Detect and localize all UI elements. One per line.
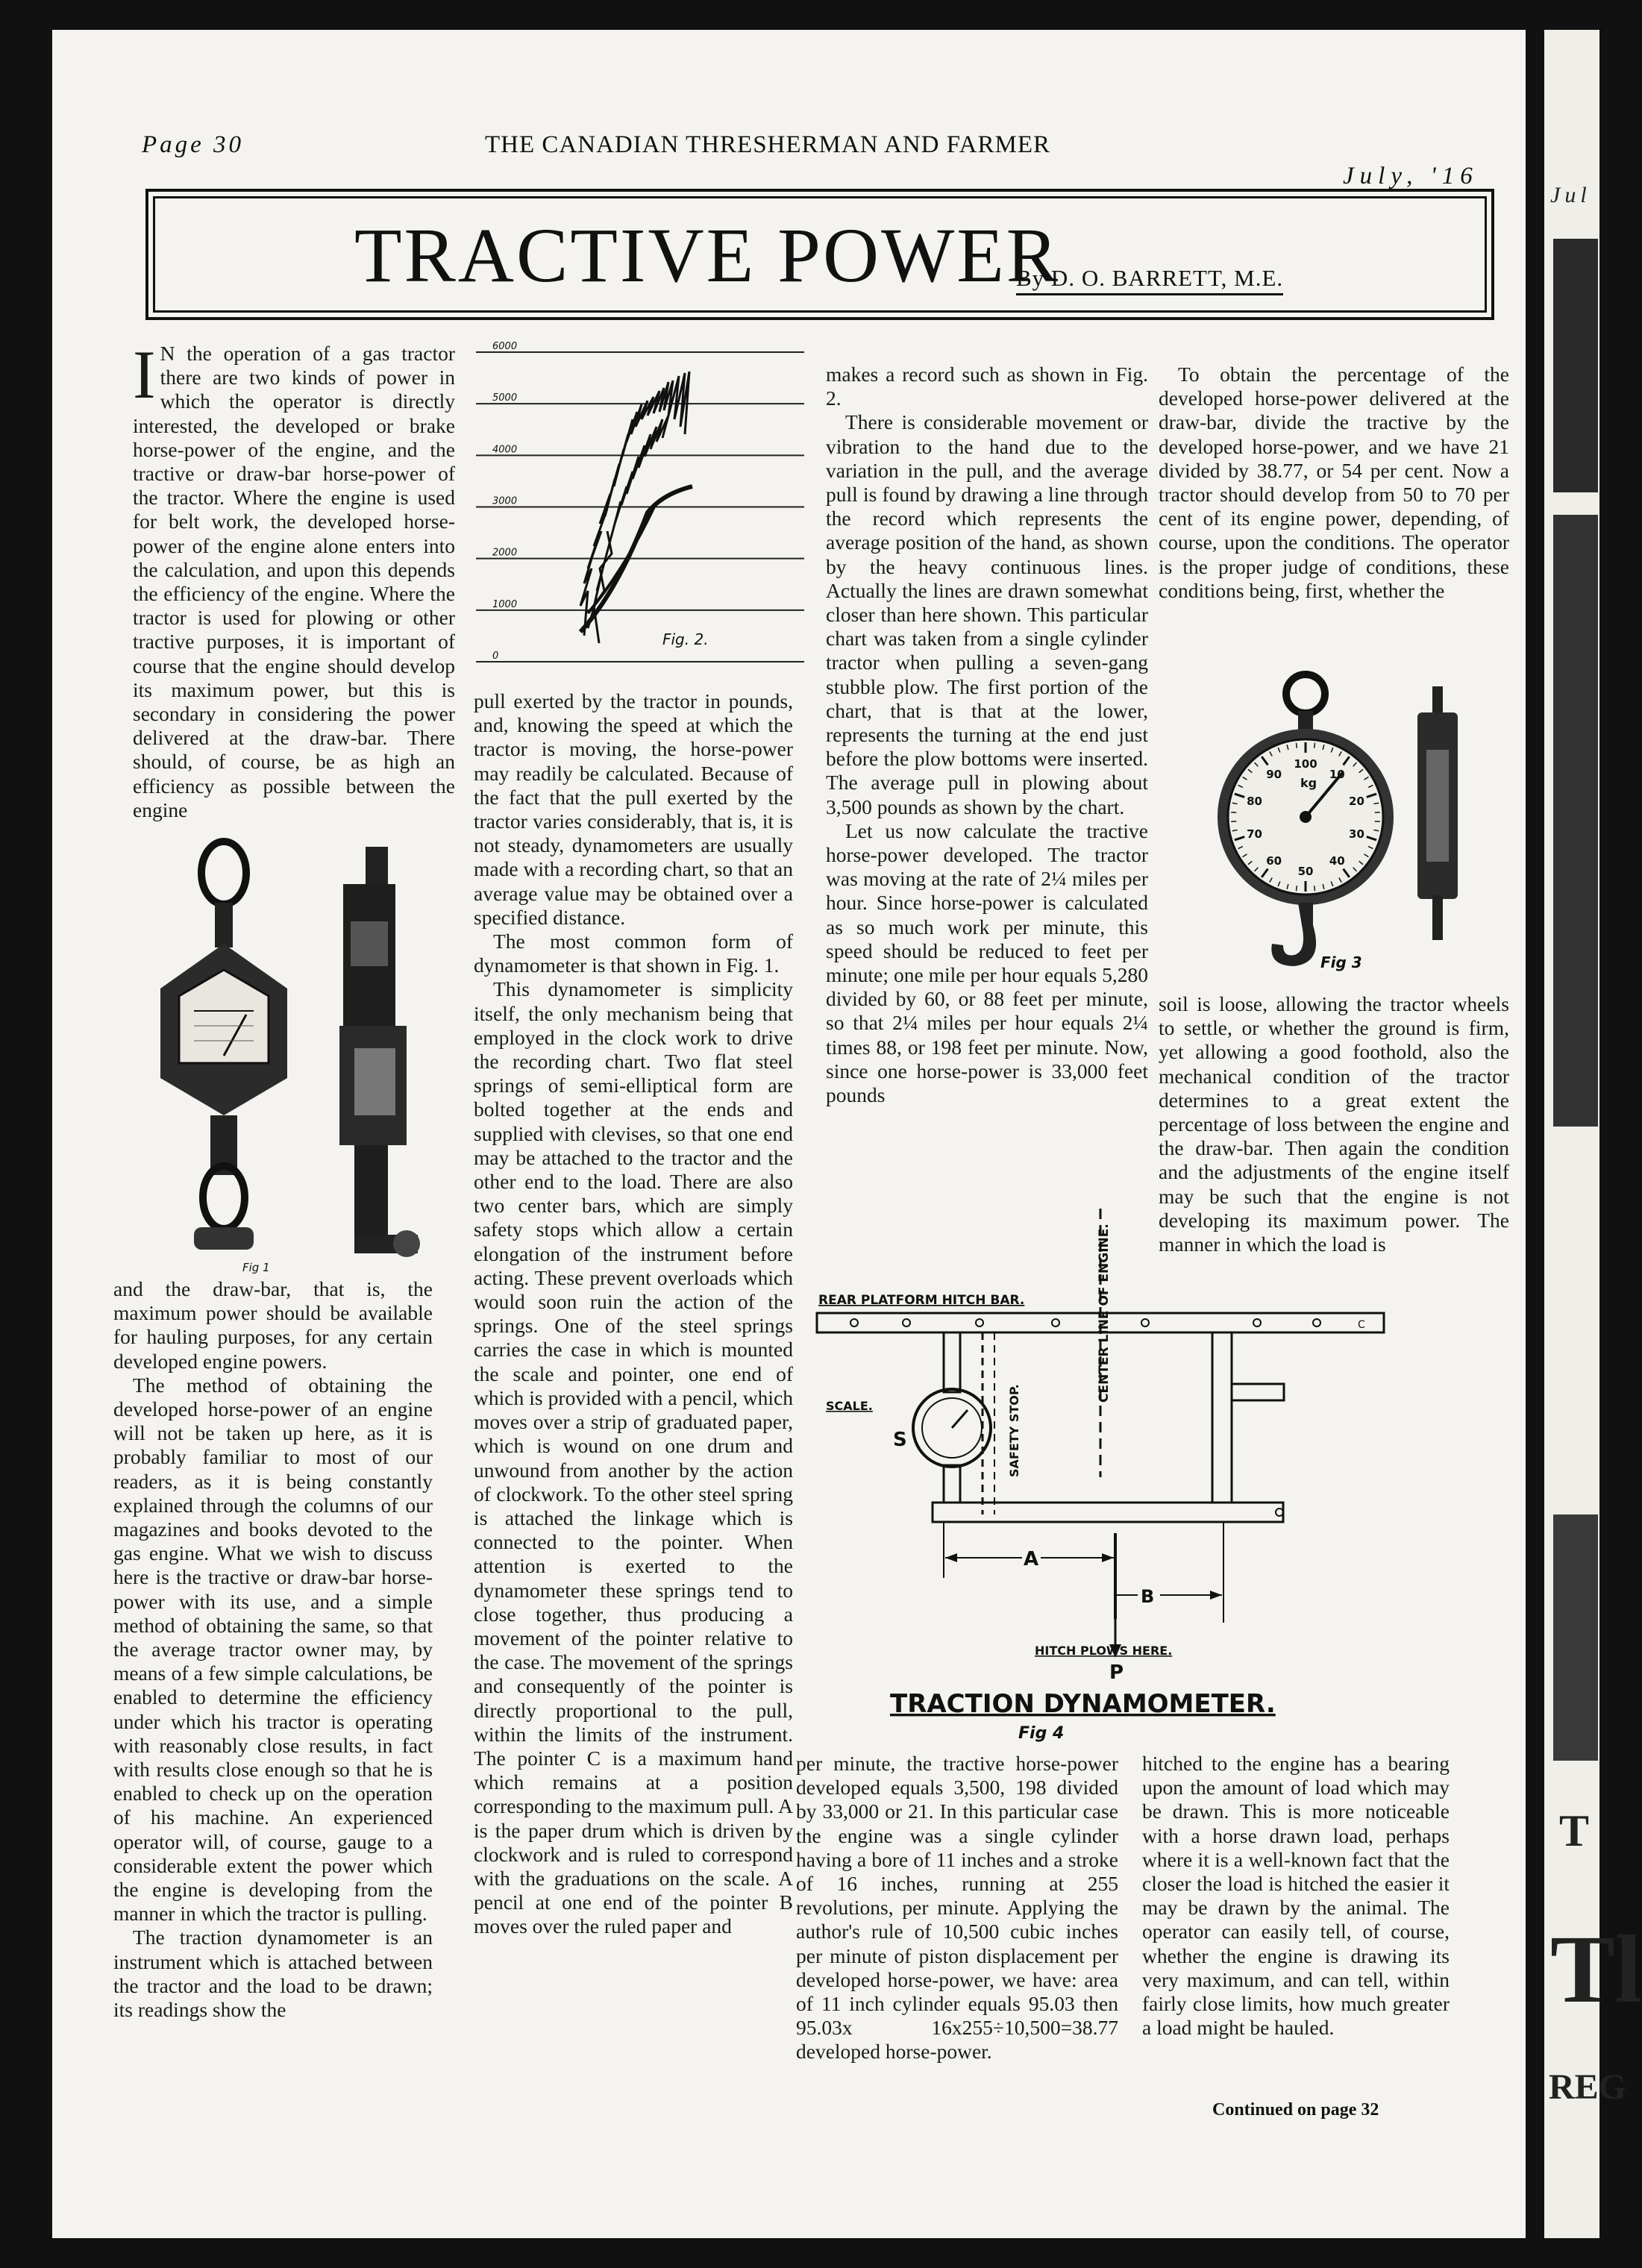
figure-4-traction-dynamometer xyxy=(809,1201,1391,1746)
fig4-label-scale: SCALE. xyxy=(826,1399,873,1413)
fig4-label-a: A xyxy=(1024,1548,1039,1570)
fig3-dial-number: 80 xyxy=(1247,794,1262,808)
fig2-y-tick-label: 6000 xyxy=(492,341,518,352)
paragraph: To obtain the percentage of the developed horse-power delivered at the draw-bar, divide the tractive by the developed horse-power, and we have 21 divided by 38.77, or 54 per cent. Now a tractor should develop from 50 to 70 per cent of its engine power, depending, of course, upon the conditions. The operator is the proper judge of conditions, these conditions being, first, whether the xyxy=(1159,363,1509,602)
adjacent-text-fragment: T xyxy=(1559,1806,1590,1855)
column-2 xyxy=(474,689,793,1939)
paragraph: soil is loose, allowing the tractor wheels to settle, or whether the ground is firm, yet allowing a good foothold, also the mechanical condition of the tractor determines to a great extent the percentage of loss between the engine and the draw-bar. Then again the condition and the adjustments of the engine itself may be such that the engine is not developing its maximum power. The manner in which the load is xyxy=(1159,992,1509,1256)
fig3-dial-number: 10 xyxy=(1329,767,1345,781)
fig3-dial-tick xyxy=(1314,886,1315,891)
fig4-label-hitch-plows: HITCH PLOWS HERE. xyxy=(1035,1644,1173,1658)
fig2-y-tick-label: 5000 xyxy=(492,392,518,404)
article-byline: By D. O. BARRETT, M.E. xyxy=(1016,265,1283,295)
fig3-dial-number: 20 xyxy=(1349,794,1364,808)
fig2-y-tick-label: 0 xyxy=(492,651,499,662)
fig3-dial-tick xyxy=(1314,743,1315,748)
fig2-caption: Fig. 2. xyxy=(662,630,709,648)
article-title: TRACTIVE POWER xyxy=(354,213,1061,298)
figure-3-spring-scale xyxy=(1194,668,1492,981)
figure-2-record-chart xyxy=(469,341,812,673)
column-3-bottom xyxy=(796,1752,1118,2064)
fig3-caption: Fig 3 xyxy=(1320,953,1362,971)
fig2-y-tick-label: 3000 xyxy=(492,495,518,507)
column-1-top xyxy=(133,336,455,822)
fig2-grid xyxy=(476,341,804,662)
adjacent-image-block xyxy=(1553,1514,1598,1761)
paragraph: I N the operation of a gas tractor there are two kinds of power in which the operator is directly interested, the developed or brake horse-power of the engine, and the tractive or draw-bar horse-power of the tractor. Where the engine is used for belt work, the developed horse-power of the engine alone enters into the calculation, and upon this depends the efficiency of the engine. Where the tractor is used for plowing or other tractive purposes, it is important of course that the engine should develop its maximum power, but this is secondary in considering the power delivered at the draw-bar. There should, of course, be as high an efficiency as possible between the engine xyxy=(133,336,455,821)
paragraph: The method of obtaining the developed horse-power of an engine will not be taken up here, as it is probably familiar to most of our readers, as it is being constantly explained through the columns of our magazines and books devoted to the gas engine. What we wish to discuss here is the tractive or draw-bar horse-power with its use, and a simple method of obtaining the same, so that the average tractor owner may, by means of a few simple calculations, be enabled to determine the efficiency under which his tractor is operating with reasonably close results, in fact with results close enough so that he is enabled to check up on the operation of his machine. An experienced operator will, of course, gauge to a considerable extent the power which the engine is developing from the manner in which the tractor is pulling. xyxy=(113,1373,433,1926)
fig1-spring-dynamometer xyxy=(160,842,287,1250)
fig4-label-b: B xyxy=(1141,1586,1155,1607)
paragraph: This dynamometer is simplicity itself, the only mechanism being that employed in the clock work to drive the recording chart. Two flat steel springs of semi-elliptical form are bolted together at the ends and supplied with clevises, so that one end may be attached to the tractor and the other end to the load. There are also two center bars, which are simply safety stops which allow a certain elongation of the instrument before acting. These prevent overloads which would soon ruin the action of the springs. One of the steel springs carries the case in which is mounted the scale and pointer, one end of which is provided with a pencil, which moves over a strip of graduated paper, which is wound on one drum and unwound from another by the action of clockwork. To the other steel spring is attached the linkage which is connected to the pointer. When attention is exerted to the dynamometer these springs tend to close together, thus producing a movement of the pointer relative to the case. The movement of the springs and consequently of the pointer is directly proportional to the pull, within the limits of the instrument. The pointer C is a maximum hand which remains at a position corresponding to the maximum pull. A is the paper drum which is driven by clockwork and is ruled to correspond with the graduations on the scale. A pencil at one end of the pointer B moves over the ruled paper and xyxy=(474,977,793,1938)
fig2-y-tick-label: 4000 xyxy=(492,444,518,456)
fig4-title: TRACTION DYNAMOMETER. xyxy=(890,1689,1276,1719)
fig3-dial-number: 70 xyxy=(1247,827,1262,842)
fig3-dial-unit: kg xyxy=(1300,776,1317,790)
fig4-label-c: C xyxy=(1358,1319,1365,1331)
figure-1-dynamometer xyxy=(142,839,455,1265)
fig4-label-p: P xyxy=(1109,1661,1124,1684)
paragraph: per minute, the tractive horse-power developed equals 3,500, 198 divided by 33,000 or 21. In this particular case the engine was a single cylinder having a bore of 11 inches and a stroke of 16 inches, running at 255 revolutions, per minute. Applying the author's rule of 10,500 cubic inches per minute of piston displacement per developed horse-power, we have: area of 11 inch cylinder equals 95.03 then 95.03x 16x255÷10,500=38.77 developed horse-power. xyxy=(796,1752,1118,2064)
fig2-y-tick-label: 2000 xyxy=(492,547,518,559)
fig3-dial-number: 30 xyxy=(1349,827,1364,842)
column-4-top xyxy=(1159,363,1509,603)
column-1-bottom xyxy=(113,1277,433,2022)
adjacent-image-block xyxy=(1553,515,1598,1127)
fig3-dial-number: 90 xyxy=(1266,767,1282,781)
fig3-dial-number: 60 xyxy=(1266,854,1282,868)
fig2-y-tick-label: 1000 xyxy=(492,598,518,610)
paragraph: The traction dynamometer is an instrument which is attached between the tractor and the load to be drawn; its readings show the xyxy=(113,1926,433,2022)
paragraph: There is considerable movement or vibration to the hand due to the variation in the pull, and the average pull is found by drawing a line through the record which represents the average position of the hand, as shown by the heavy continuous lines. Actually the lines are drawn somewhat closer than here shown. This particular chart was taken from a single cylinder tractor when pulling a seven-gang stubble plow. The first portion of the chart, that is that at the lower, represents the turning at the end just before the plow bottoms were inserted. The average pull in plowing about 3,500 pounds as shown by the chart. xyxy=(826,410,1148,818)
fig4-label-safety-stop: SAFETY STOP. xyxy=(1007,1384,1021,1477)
paragraph: Let us now calculate the tractive horse-power developed. The tractor was moving at the rate of 2¼ miles per hour. Since horse-power is calculated as so much work per minute, this speed should be reduced to feet per minute; one mile per hour equals 5,280 divided by 60, or 88 feet per minute, so that 2¼ miles per hour equals 2¼ times 88, or 198 feet per minute. Now, since one horse-power is 33,000 feet pounds xyxy=(826,818,1148,1107)
fig4-label-s: S xyxy=(893,1429,907,1451)
paragraph: hitched to the engine has a bearing upon the amount of load which may be drawn. This is more noticeable with a horse drawn load, perhaps where it is a well-known fact that the closer the load is hitched the easier it may be drawn by the animal. The operator can easily tell, of course, whether the engine is drawing its very maximum, and can tell, within fairly close limits, how much greater a load might be hauled. xyxy=(1142,1752,1450,2040)
fig4-label-rear-hitch: REAR PLATFORM HITCH BAR. xyxy=(818,1293,1025,1308)
fig3-dial-number: 100 xyxy=(1294,757,1317,771)
page-number: Page 30 xyxy=(142,131,245,158)
fig4-label-center-line: CENTER LINE OF ENGINE. xyxy=(1097,1224,1112,1403)
adjacent-header-fragment: Jul xyxy=(1550,183,1591,207)
adjacent-text-fragment: REG xyxy=(1549,2067,1627,2107)
fig3-dial-number: 50 xyxy=(1297,865,1314,878)
publication-title: THE CANADIAN THRESHERMAN AND FARMER xyxy=(485,131,1050,158)
fig1-side-view xyxy=(339,847,420,1257)
continued-note: Continued on page 32 xyxy=(1212,2100,1379,2120)
adjacent-image-block xyxy=(1553,239,1598,492)
figure-1-caption: Fig 1 xyxy=(242,1261,270,1274)
fig3-dial-tick xyxy=(1296,743,1297,748)
column-3-top xyxy=(826,363,1148,1107)
paragraph: The most common form of dynamometer is that shown in Fig. 1. xyxy=(474,930,793,977)
paragraph: and the draw-bar, that is, the maximum power should be available for hauling purposes, for any certain developed engine powers. xyxy=(113,1277,433,1373)
paragraph: pull exerted by the tractor in pounds, and, knowing the speed at which the tractor is moving, the horse-power may readily be calculated. Because of the fact that the pull exerted by the tractor varies considerably, that is, it is not steady, dynamometers are usually made with a recording chart, so that an average value may be obtained over a specified distance. xyxy=(474,689,793,929)
fig3-dial-tick xyxy=(1296,886,1297,891)
adjacent-page-fragment xyxy=(1544,30,1642,2238)
drop-cap: I xyxy=(133,336,156,413)
fig3-dial-number: 40 xyxy=(1329,854,1345,868)
column-4-bottom xyxy=(1142,1752,1450,2040)
paragraph: makes a record such as shown in Fig. 2. xyxy=(826,363,1148,410)
fig4-caption: Fig 4 xyxy=(1018,1724,1065,1743)
adjacent-text-fragment: Tl xyxy=(1550,1916,1642,2023)
issue-date: July, '16 xyxy=(1343,163,1479,189)
